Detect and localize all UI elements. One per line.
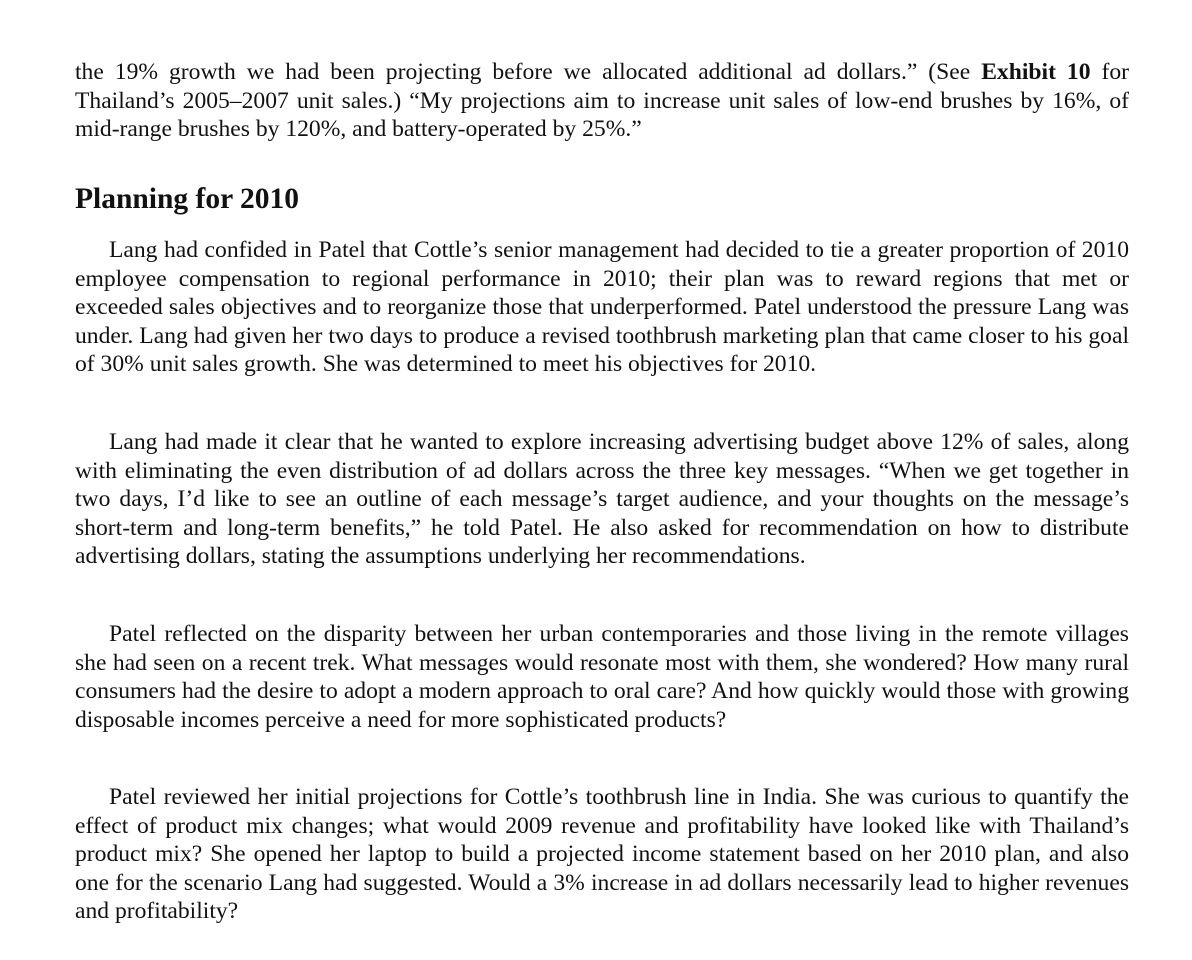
exhibit-reference: Exhibit 10 [981, 59, 1091, 85]
intro-text-before-ref: the 19% growth we had been projecting before we allocated additional ad dollars.” (See [75, 59, 982, 85]
body-paragraph-3: Patel reflected on the disparity between her urban contemporaries and those living in the remote villages she had seen on a recent trek. What messages would resonate most with them, she wondered? How many rural consumers had the desire to adopt a modern approach to oral care? And how quickly would those with growing disposable incomes perceive a need for more sophisticated products? [75, 621, 1129, 733]
body-paragraph-1: Lang had confided in Patel that Cottle’s senior management had decided to tie a greater proportion of 2010 employee compensation to regional performance in 2010; their plan was to reward regions that met or exceeded sales objectives and to reorganize those that underperformed. Patel understood the pressure Lang was under. Lang had given her two days to produce a revised toothbrush marketing plan that came closer to his goal of 30% unit sales growth. She was determined to meet his objectives for 2010. [75, 237, 1129, 378]
body-paragraph-4: Patel reviewed her initial projections for Cottle’s toothbrush line in India. She was curious to quantify the effect of product mix changes; what would 2009 revenue and profitability have looked like with Thailand’s product mix? She opened her laptop to build a projected income statement based on her 2010 plan, and also one for the scenario Lang had suggested. Would a 3% increase in ad dollars necessarily lead to higher revenues and profitability? [75, 784, 1129, 925]
body-paragraph-2: Lang had made it clear that he wanted to explore increasing advertising budget above 12% of sales, along with eliminating the even distribution of ad dollars across the three key messages. “When we get together in two days, I’d like to see an outline of each message’s target audience, and your thoughts on the message’s short-term and long-term benefits,” he told Patel. He also asked for recommendation on how to distribute advertising dollars, stating the assumptions underlying her recommendations. [75, 429, 1129, 570]
intro-text-after-ref: for Thailand’s 2005–2007 unit sales.) “My projections aim to increase unit sales of low-end brushes by 16%, of mid-range brushes by 120%, and battery-operated by 25%.” [75, 59, 1129, 143]
section-heading: Planning for 2010 [75, 183, 300, 215]
intro-paragraph [75, 58, 1129, 144]
